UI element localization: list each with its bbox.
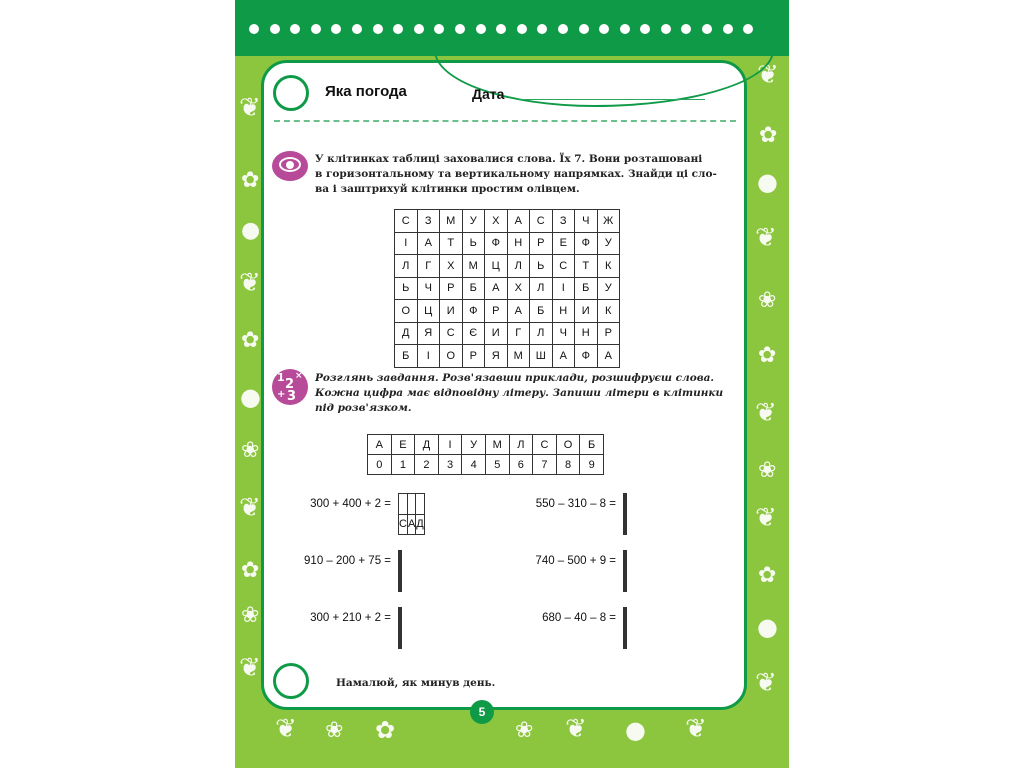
- grid-cell[interactable]: Б: [575, 277, 598, 300]
- answer-cell[interactable]: А: [407, 514, 415, 535]
- grid-cell[interactable]: Х: [485, 210, 508, 233]
- problem-expression: 300 + 400 + 2 =: [310, 498, 391, 510]
- grid-cell[interactable]: Ф: [485, 232, 508, 255]
- answer-cell[interactable]: [401, 628, 402, 649]
- answer-cell[interactable]: [416, 494, 424, 515]
- flower-icon: ✿: [759, 123, 778, 148]
- strawberry-icon: ❀: [241, 438, 260, 463]
- binding-hole: [352, 24, 362, 34]
- grid-cell[interactable]: У: [462, 210, 485, 233]
- grid-cell[interactable]: У: [597, 277, 620, 300]
- answer-letters-row: [624, 514, 627, 535]
- grid-cell[interactable]: І: [395, 232, 418, 255]
- draw-day-prompt: Намалюй, як минув день.: [336, 677, 496, 689]
- answer-grid: [623, 550, 627, 592]
- grid-cell[interactable]: Р: [530, 232, 553, 255]
- grid-cell[interactable]: Н: [575, 322, 598, 345]
- flower-icon: ✿: [241, 558, 260, 583]
- binding-hole: [702, 24, 712, 34]
- grid-row: [395, 300, 620, 323]
- grid-cell[interactable]: Г: [507, 322, 530, 345]
- grid-cell[interactable]: М: [462, 255, 485, 278]
- leaf-icon: ❦: [239, 493, 261, 523]
- binding-hole: [620, 24, 630, 34]
- binding-hole: [270, 24, 280, 34]
- grid-cell[interactable]: М: [440, 210, 463, 233]
- apple-icon: ●: [757, 168, 778, 196]
- binding-hole: [434, 24, 444, 34]
- apple-icon: ●: [757, 613, 778, 641]
- grid-cell[interactable]: М: [507, 345, 530, 368]
- answer-grid: [623, 493, 627, 535]
- dashed-divider: [274, 120, 736, 122]
- key-letter-cell: Б: [580, 435, 604, 455]
- binding-hole: [393, 24, 403, 34]
- task1-instructions: [315, 152, 735, 197]
- grid-cell[interactable]: А: [597, 345, 620, 368]
- grid-cell[interactable]: Р: [485, 300, 508, 323]
- flower-icon: ✿: [375, 716, 396, 744]
- grid-cell[interactable]: Б: [530, 300, 553, 323]
- leaf-icon: ❦: [275, 714, 297, 744]
- answer-digits-row: [399, 608, 402, 629]
- grid-row: [395, 210, 620, 233]
- page-number: 5: [470, 700, 494, 724]
- key-letter-cell: М: [485, 435, 509, 455]
- leaf-icon: ❦: [755, 668, 777, 698]
- binding-hole: [743, 24, 753, 34]
- weather-circle[interactable]: [273, 75, 309, 111]
- grid-cell[interactable]: Ц: [417, 300, 440, 323]
- key-letter-cell: І: [438, 435, 462, 455]
- binding-hole: [640, 24, 650, 34]
- key-letter-cell: А: [368, 435, 392, 455]
- answer-cell[interactable]: Д: [416, 514, 424, 535]
- answer-grid: [623, 607, 627, 649]
- key-digit-cell: 8: [556, 455, 580, 475]
- leaf-icon: ❦: [755, 223, 777, 253]
- grid-cell[interactable]: Є: [462, 322, 485, 345]
- key-letter-cell: Д: [415, 435, 439, 455]
- grid-cell[interactable]: С: [395, 210, 418, 233]
- grid-cell[interactable]: Ф: [575, 345, 598, 368]
- problem-expression: 680 – 40 – 8 =: [542, 612, 616, 624]
- binding-hole: [496, 24, 506, 34]
- binding-hole: [373, 24, 383, 34]
- key-digit-cell: 4: [462, 455, 486, 475]
- day-drawing-circle[interactable]: [273, 663, 309, 699]
- weather-title: Яка погода: [325, 83, 407, 100]
- answer-cell[interactable]: [626, 608, 627, 629]
- binding-hole: [455, 24, 465, 34]
- leaf-icon: ❦: [757, 60, 779, 90]
- grid-cell[interactable]: Т: [440, 232, 463, 255]
- leaf-icon: ❦: [239, 653, 261, 683]
- problem-expression: 550 – 310 – 8 =: [535, 498, 616, 510]
- strawberry-icon: ❀: [758, 458, 777, 483]
- answer-cell[interactable]: [399, 494, 408, 515]
- answer-cell[interactable]: [407, 494, 415, 515]
- grid-cell[interactable]: Ч: [575, 210, 598, 233]
- grid-row: [395, 255, 620, 278]
- grid-cell[interactable]: А: [552, 345, 575, 368]
- key-digit-cell: 0: [368, 455, 392, 475]
- apple-icon: ●: [625, 716, 646, 744]
- grid-cell[interactable]: Ь: [462, 232, 485, 255]
- grid-cell[interactable]: А: [507, 210, 530, 233]
- grid-cell[interactable]: О: [395, 300, 418, 323]
- grid-cell[interactable]: И: [575, 300, 598, 323]
- grid-cell[interactable]: Л: [395, 255, 418, 278]
- answer-letters-row: [624, 571, 627, 592]
- grid-cell[interactable]: Д: [395, 322, 418, 345]
- task2-line: під розв'язком.: [315, 402, 412, 414]
- grid-cell[interactable]: Ф: [575, 232, 598, 255]
- binding-hole: [599, 24, 609, 34]
- grid-cell[interactable]: І: [552, 277, 575, 300]
- grid-cell[interactable]: К: [597, 300, 620, 323]
- leaf-icon: ❦: [565, 714, 587, 744]
- key-digit-cell: 1: [391, 455, 415, 475]
- key-letter-cell: Е: [391, 435, 415, 455]
- problem-expression: 910 – 200 + 75 =: [304, 555, 391, 567]
- grid-cell[interactable]: С: [440, 322, 463, 345]
- key-letter-cell: О: [556, 435, 580, 455]
- task2-line: Розглянь завдання. Розв'язавши приклади, розшифруєш слова.: [315, 372, 715, 384]
- answer-letters-row: [399, 514, 425, 535]
- answer-cell[interactable]: [626, 551, 627, 572]
- problem-expression: 300 + 210 + 2 =: [310, 612, 391, 624]
- grid-cell[interactable]: Я: [485, 345, 508, 368]
- grid-cell[interactable]: У: [597, 232, 620, 255]
- task2-instructions: [315, 371, 735, 416]
- strawberry-icon: ❀: [758, 288, 777, 313]
- key-letter-cell: У: [462, 435, 486, 455]
- strawberry-icon: ❀: [325, 718, 344, 743]
- binding-hole: [414, 24, 424, 34]
- grid-cell[interactable]: Ж: [597, 210, 620, 233]
- binding-hole: [723, 24, 733, 34]
- workbook-page: [235, 0, 789, 768]
- grid-cell[interactable]: Н: [552, 300, 575, 323]
- answer-grid: [398, 493, 425, 535]
- problem-expression: 740 – 500 + 9 =: [535, 555, 616, 567]
- binding-hole: [476, 24, 486, 34]
- answer-grid: [398, 550, 402, 592]
- answer-cell[interactable]: [626, 628, 627, 649]
- grid-cell[interactable]: Х: [440, 255, 463, 278]
- strawberry-icon: ❀: [241, 603, 260, 628]
- grid-cell[interactable]: Н: [507, 232, 530, 255]
- grid-cell[interactable]: К: [597, 255, 620, 278]
- strawberry-icon: ❀: [515, 718, 534, 743]
- leaf-icon: ❦: [685, 714, 707, 744]
- grid-cell[interactable]: Х: [507, 277, 530, 300]
- apple-icon: ●: [241, 218, 261, 243]
- grid-cell[interactable]: С: [530, 210, 553, 233]
- answer-cell[interactable]: [401, 571, 402, 592]
- grid-cell[interactable]: Л: [530, 322, 553, 345]
- answer-digits-row: [624, 494, 627, 515]
- answer-cell[interactable]: [626, 494, 627, 515]
- grid-cell[interactable]: Л: [507, 255, 530, 278]
- grid-cell[interactable]: А: [417, 232, 440, 255]
- date-label: Дата: [472, 86, 505, 102]
- leaf-icon: ❦: [239, 268, 261, 298]
- flower-icon: ✿: [758, 563, 777, 588]
- key-letter-cell: Л: [509, 435, 533, 455]
- binding-hole: [290, 24, 300, 34]
- grid-cell[interactable]: Ц: [485, 255, 508, 278]
- key-digit-cell: 7: [533, 455, 557, 475]
- key-digit-cell: 5: [485, 455, 509, 475]
- grid-cell[interactable]: Е: [552, 232, 575, 255]
- key-digit-cell: 2: [415, 455, 439, 475]
- key-digit-cell: 6: [509, 455, 533, 475]
- answer-digits-row: [624, 608, 627, 629]
- grid-cell[interactable]: А: [485, 277, 508, 300]
- answer-letters-row: [624, 628, 627, 649]
- date-field[interactable]: [519, 99, 705, 100]
- binding-holes: [249, 24, 753, 34]
- grid-row: [395, 277, 620, 300]
- answer-digits-row: [399, 551, 402, 572]
- grid-cell[interactable]: Ф: [462, 300, 485, 323]
- answer-cell[interactable]: [401, 608, 402, 629]
- task1-line: ва і заштрихуй клітинки простим олівцем.: [315, 183, 580, 195]
- grid-row: [395, 232, 620, 255]
- key-letters-row: [368, 435, 604, 455]
- binding-hole: [249, 24, 259, 34]
- binding-hole: [311, 24, 321, 34]
- binding-hole: [537, 24, 547, 34]
- answer-letters-row: [399, 628, 402, 649]
- grid-cell[interactable]: Р: [440, 277, 463, 300]
- flower-icon: ✿: [758, 343, 777, 368]
- key-digits-row: [368, 455, 604, 475]
- grid-cell[interactable]: О: [440, 345, 463, 368]
- grid-cell[interactable]: Р: [597, 322, 620, 345]
- binding-hole: [331, 24, 341, 34]
- grid-cell[interactable]: А: [507, 300, 530, 323]
- answer-cell[interactable]: [401, 551, 402, 572]
- answer-cell[interactable]: [626, 514, 627, 535]
- answer-cell[interactable]: [626, 571, 627, 592]
- grid-cell[interactable]: С: [552, 255, 575, 278]
- grid-cell[interactable]: Ш: [530, 345, 553, 368]
- binding-hole: [558, 24, 568, 34]
- grid-cell[interactable]: Р: [462, 345, 485, 368]
- grid-row: [395, 345, 620, 368]
- grid-cell[interactable]: Ь: [395, 277, 418, 300]
- grid-row: [395, 322, 620, 345]
- grid-cell[interactable]: Г: [417, 255, 440, 278]
- answer-digits-row: [399, 494, 425, 515]
- key-digit-cell: 9: [580, 455, 604, 475]
- grid-cell[interactable]: И: [485, 322, 508, 345]
- grid-cell[interactable]: Б: [395, 345, 418, 368]
- grid-cell[interactable]: Т: [575, 255, 598, 278]
- flower-icon: ✿: [241, 328, 260, 353]
- answer-digits-row: [624, 551, 627, 572]
- grid-cell[interactable]: Б: [462, 277, 485, 300]
- leaf-icon: ❦: [755, 398, 777, 428]
- eye-icon: [272, 151, 308, 181]
- grid-cell[interactable]: З: [552, 210, 575, 233]
- grid-cell[interactable]: І: [417, 345, 440, 368]
- task2-line: Кожна цифра має відповідну літеру. Запиши літери в клітинки: [315, 387, 724, 399]
- flower-icon: ✿: [241, 168, 260, 193]
- binding-hole: [579, 24, 589, 34]
- grid-cell[interactable]: И: [440, 300, 463, 323]
- answer-cell[interactable]: С: [399, 514, 408, 535]
- answer-grid: [398, 607, 402, 649]
- grid-cell[interactable]: Я: [417, 322, 440, 345]
- grid-cell[interactable]: Ч: [417, 277, 440, 300]
- grid-cell[interactable]: Л: [530, 277, 553, 300]
- leaf-icon: ❦: [239, 93, 261, 123]
- worksheet-card: [261, 60, 747, 710]
- binding-hole: [661, 24, 671, 34]
- cipher-key-table: [367, 434, 604, 475]
- key-letter-cell: С: [533, 435, 557, 455]
- key-digit-cell: 3: [438, 455, 462, 475]
- apple-icon: ●: [240, 383, 261, 411]
- grid-cell[interactable]: Ч: [552, 322, 575, 345]
- task1-line: У клітинках таблиці заховалися слова. Їх 7. Вони розташовані: [315, 153, 703, 165]
- math-icon: 1 2 × + 3: [272, 369, 308, 405]
- word-search-grid: [394, 209, 620, 368]
- task1-line: в горизонтальному та вертикальному напрямках. Знайди ці сло-: [315, 168, 717, 180]
- answer-letters-row: [399, 571, 402, 592]
- binding-hole: [681, 24, 691, 34]
- binding-hole: [517, 24, 527, 34]
- grid-cell[interactable]: З: [417, 210, 440, 233]
- grid-cell[interactable]: Ь: [530, 255, 553, 278]
- leaf-icon: ❦: [755, 503, 777, 533]
